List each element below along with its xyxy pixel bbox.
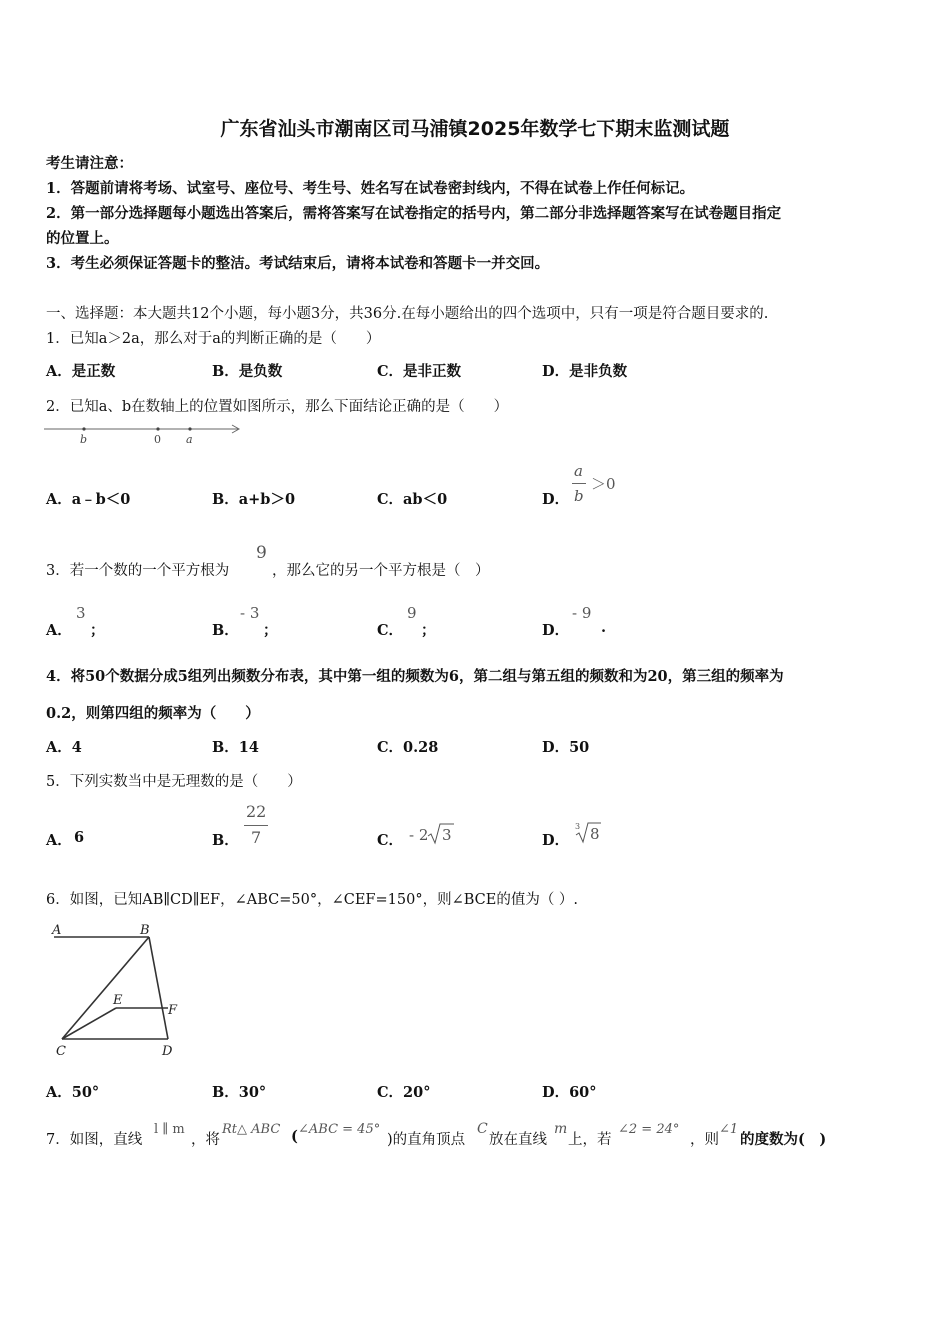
q1-stem: 1．已知a＞2a，那么对于a的判断正确的是（ ） [46,331,381,347]
q7-angle-abc: ∠ABC = 45° [298,1122,381,1137]
q7-angle-1: ∠1 [719,1122,739,1137]
q3-option-a-letter[interactable]: A． [46,622,72,639]
number-line-figure [44,420,244,448]
q7-stem-6: ，则 [690,1132,719,1148]
q5-option-d-index: 3 [575,822,581,831]
q3-option-c-tail: ； [421,622,436,639]
segment-ce [62,1008,116,1039]
q2-stem: 2．已知a、b在数轴上的位置如图所示，那么下面结论正确的是（ ） [46,399,509,415]
q2-option-b[interactable]: B．a+b＞0 [212,491,296,508]
q3-option-d-letter[interactable]: D． [542,622,570,639]
segment-bc [62,937,149,1039]
q2-option-c[interactable]: C．ab＜0 [377,491,448,508]
point-zero [156,427,159,430]
q7-parallel-lines: l ∥ m [154,1122,185,1137]
point-a [188,427,191,430]
notice-item-2: 2．第一部分选择题每小题选出答案后，需将答案写在试卷指定的括号内，第二部分非选择题答案写在试卷题目指定 [46,205,782,222]
q7-angle-2: ∠2 = 24° [618,1122,680,1137]
q3-stem-b: ，那么它的另一个平方根是（ ） [272,563,490,579]
q1-option-a[interactable]: A．是正数 [46,363,116,380]
q7-vertex-c: C [477,1121,488,1137]
q5-option-b-numerator: 22 [246,802,267,821]
q5-option-d-radicand: 8 [590,825,600,843]
q2-frac-tail: ＞0 [591,475,616,493]
q6-option-a[interactable]: A．50° [46,1084,100,1101]
axis-label-zero: 0 [154,433,161,446]
q3-stem-value: 9 [256,543,267,563]
point-b [82,427,85,430]
q5-option-d-radical [574,820,602,846]
segment-bd [149,937,168,1039]
axis-label-a: a [186,433,193,446]
q4-option-b[interactable]: B．14 [212,739,259,756]
q4-option-a[interactable]: A．4 [46,739,82,756]
q5-option-b-denominator: 7 [251,828,262,847]
label-d: D [162,1044,173,1059]
q7-paren-open: ( [291,1128,298,1145]
q5-option-c-letter[interactable]: C． [377,832,404,849]
q1-option-d[interactable]: D．是非负数 [542,363,628,380]
q7-stem-1: 7．如图，直线 [46,1132,143,1148]
q3-option-b-tail: ； [263,622,278,639]
q5-option-b-frac-bar [244,825,268,826]
q5-option-c-radical [427,822,455,846]
axis-label-b: b [80,433,88,446]
q6-option-b[interactable]: B．30° [212,1084,267,1101]
q1-option-b[interactable]: B．是负数 [212,363,283,380]
label-a: A [52,923,62,938]
q2-frac-denominator: b [574,487,584,505]
q7-line-m: m [554,1121,568,1137]
q5-option-a-letter[interactable]: A． [46,832,72,849]
q7-stem-4: 放在直线 [489,1132,547,1148]
q3-stem-a: 3．若一个数的一个平方根为 [46,563,230,579]
parallel-lines-figure [46,918,196,1060]
q2-option-a[interactable]: A．a﹣b＜0 [46,491,131,508]
q1-option-c[interactable]: C．是非正数 [377,363,462,380]
q7-stem-3: )的直角顶点 [387,1132,466,1148]
q6-option-d[interactable]: D．60° [542,1084,597,1101]
q4-option-d[interactable]: D．50 [542,739,590,756]
q7-triangle: Rt△ ABC [222,1122,281,1137]
q4-stem-text: 4．将50个数据分成5组列出频数分布表，其中第一组的频数为6，第二组与第五组的频数和为20，第三组的频率为 [46,668,784,685]
label-f: F [168,1003,178,1018]
q6-stem: 6．如图，已知AB∥CD∥EF，∠ABC=50°，∠CEF=150°，则∠BCE的值为（ ）. [46,892,579,908]
notice-item-3: 3．考生必须保证答题卡的整洁。考试结束后，请将本试卷和答题卡一并交回。 [46,255,550,272]
q5-option-a-value: 6 [74,829,85,846]
q5-option-c-coef: - 2 [409,826,429,844]
label-c: C [56,1044,66,1059]
q3-option-d-tail: . [601,619,607,636]
q3-option-b-letter[interactable]: B． [212,622,239,639]
q3-option-d-value: - 9 [572,604,592,622]
page-title: 广东省汕头市潮南区司马浦镇2025年数学七下期末监测试题 [220,118,730,140]
q3-option-a-tail: ； [90,622,105,639]
q5-stem: 5．下列实数当中是无理数的是（ ） [46,774,302,790]
notice-heading: 考生请注意： [46,155,133,172]
q2-frac-numerator: a [574,462,583,480]
q5-option-c-radicand: 3 [442,826,452,844]
q2-option-d[interactable]: D． [542,491,570,508]
label-b: B [140,923,150,938]
q4-option-c[interactable]: C．0.28 [377,739,439,756]
notice-item-2-cont: 的位置上。 [46,230,119,247]
q3-option-b-value: - 3 [240,604,260,622]
label-e: E [113,993,123,1008]
q6-option-c[interactable]: C．20° [377,1084,431,1101]
q3-option-c-value: 9 [407,604,417,622]
q4-stem-line1 [46,665,784,686]
q3-option-c-letter[interactable]: C． [377,622,404,639]
section-heading: 一、选择题：本大题共12个小题，每小题3分，共36分.在每小题给出的四个选项中，只有一项是符合题目要求的. [46,306,769,322]
notice-item-1: 1．答题前请将考场、试室号、座位号、考生号、姓名写在试卷密封线内，不得在试卷上作任何标记。 [46,180,695,197]
q2-frac-bar [572,483,586,484]
q3-option-a-value: 3 [76,604,86,622]
q7-stem-2: ，将 [191,1132,220,1148]
q7-stem-5: 上，若 [568,1132,612,1148]
q4-stem-line2: 0.2，则第四组的频率为（ ） [46,705,260,722]
q5-option-b-letter[interactable]: B． [212,832,239,849]
q7-stem-7: 的度数为( ) [740,1131,827,1148]
q5-option-d-letter[interactable]: D． [542,832,570,849]
